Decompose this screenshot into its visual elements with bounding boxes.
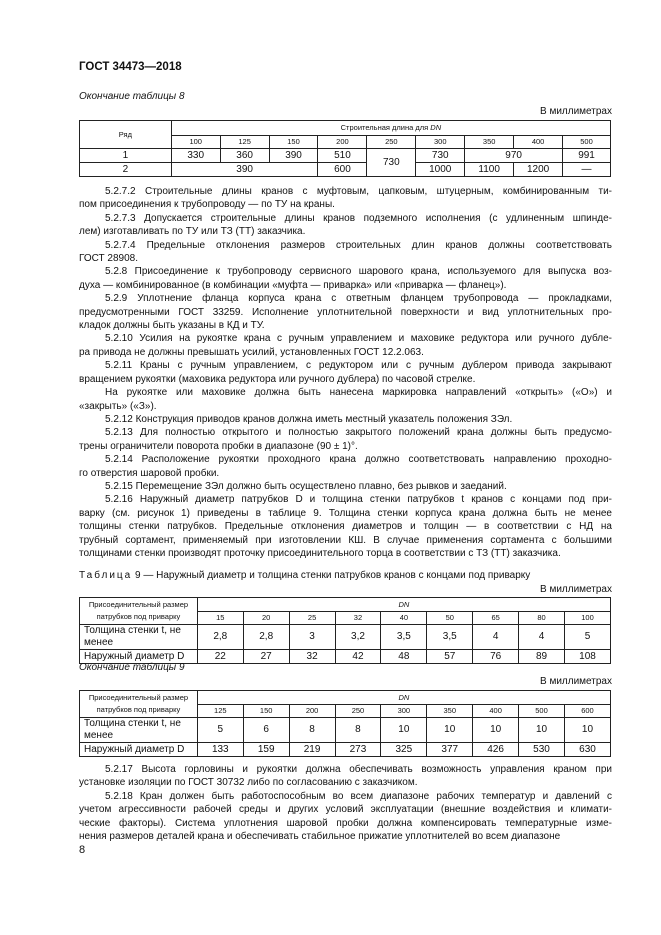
paragraph — [79, 212, 612, 239]
table-8-dn-cell: 250 — [367, 136, 416, 149]
table-cell: 10 — [564, 718, 610, 743]
paragraph — [79, 265, 612, 292]
table-cell: 360 — [220, 149, 269, 163]
table-9-dn-cell: 20 — [243, 612, 289, 625]
table-cell: 600 — [318, 163, 367, 177]
table-cell: 273 — [335, 743, 381, 757]
table-9-end-caption: Окончание таблицы 9 — [79, 662, 185, 673]
table-9-dn-cell: 15 — [197, 612, 243, 625]
table-9-units: В миллиметрах — [540, 584, 612, 595]
table-row — [80, 743, 611, 757]
text-line: 5.2.8 Присоединение к трубопроводу сервисного шарового крана, используемого для выпуска воз- — [105, 266, 612, 278]
table-cell: 3 — [289, 625, 335, 650]
table-cell: 8 — [289, 718, 335, 743]
table-cell: 426 — [473, 743, 519, 757]
table-8-dn-cell: 350 — [465, 136, 514, 149]
text-line: предусмотренными ГОСТ 33259. Исполнение уплотнительной поверхности и вид уплотнительных про- — [79, 306, 612, 318]
table-8-dn-cell: 125 — [220, 136, 269, 149]
document-header: ГОСТ 34473—2018 — [79, 61, 182, 73]
table-9-dn-cell: 80 — [519, 612, 565, 625]
table-8-dn-cell: 500 — [563, 136, 611, 149]
table-row — [80, 163, 611, 177]
table-cell: 8 — [335, 718, 381, 743]
table-9-dn-cell: 50 — [427, 612, 473, 625]
table-9-dn-cell: 25 — [289, 612, 335, 625]
page-number: 8 — [79, 844, 86, 856]
table-8-dn-cell: 200 — [318, 136, 367, 149]
text-line: 5.2.11 Краны с ручным управлением, с редуктором или с ручным дублером привода закрывают — [105, 360, 612, 372]
table-9-end-units: В миллиметрах — [540, 676, 612, 687]
table-9-end-dn-cell: 200 — [289, 705, 335, 718]
table-9-row-header: Присоединительный размер патрубков под приварку — [80, 598, 198, 625]
text-line: 5.2.7.3 Допускается строительные длины кранов подземного исполнения (с удлиненным шпинде- — [105, 212, 612, 224]
table-cell: 2,8 — [243, 625, 289, 650]
table-cell: 10 — [473, 718, 519, 743]
text-line: 5.2.7.4 Предельные отклонения размеров строительных длин кранов должны соответствовать — [105, 239, 612, 251]
table-cell: 89 — [519, 650, 565, 664]
table-9-end-dn-cell: 500 — [519, 705, 565, 718]
text-line: 5.2.12 Конструкция приводов кранов должна иметь местный указатель положения ЗЭл. — [105, 413, 513, 425]
table-cell: 325 — [381, 743, 427, 757]
paragraph — [79, 185, 612, 212]
table-8-dn-cell: 100 — [171, 136, 220, 149]
table-cell: 510 — [318, 149, 367, 163]
table-8-caption: Окончание таблицы 8 — [79, 91, 185, 102]
text-line: ра привода не должны превышать усилий, установленных ГОСТ 12.2.063. — [79, 346, 424, 358]
text-line: трубный сортамент, применяемый при изготовлении КШ. В случае применения сортамента с большими — [79, 534, 612, 546]
table-cell: 32 — [289, 650, 335, 664]
text-line: установке изоляции по ГОСТ 30732 либо по согласованию с заказчиком. — [79, 777, 418, 789]
paragraph — [79, 790, 612, 844]
body-text-section-1 — [79, 185, 612, 560]
table-cell: 10 — [427, 718, 473, 743]
table-8-units: В миллиметрах — [540, 106, 612, 117]
table-cell: 5 — [197, 718, 243, 743]
text-line: ческие факторы). Система уплотнения шаровой пробки должна компенсировать температурные изме- — [79, 817, 612, 829]
table-cell: 108 — [564, 650, 610, 664]
table-row — [80, 149, 611, 163]
table-cell: 730 — [416, 149, 465, 163]
text-line: учетом агрессивности рабочей среды и других условий эксплуатации (внешние воздействия и климати- — [79, 804, 612, 816]
table-8-dn-cell: 400 — [514, 136, 563, 149]
table-9-t-label: Толщина стенки t, не менее — [80, 625, 198, 650]
table-9-dn-cell: 32 — [335, 612, 381, 625]
table-cell: 10 — [381, 718, 427, 743]
table-cell: 4 — [473, 625, 519, 650]
table-cell: 1100 — [465, 163, 514, 177]
paragraph — [79, 493, 612, 560]
table-cell: 3,5 — [381, 625, 427, 650]
table-8-dn-cell: 150 — [269, 136, 318, 149]
text-line: кладок должны быть указаны в КД и ТУ. — [79, 320, 265, 332]
table-cell: 159 — [243, 743, 289, 757]
table-cell: 76 — [473, 650, 519, 664]
text-line: толщины стенки патрубков. Предельные отклонения диаметров и толщин — в соответствии с НД на — [79, 521, 612, 533]
paragraph — [79, 332, 612, 359]
table-cell: 390 — [171, 163, 318, 177]
table-9-dn-cell: 40 — [381, 612, 427, 625]
table-cell: 4 — [519, 625, 565, 650]
table-cell: 3,2 — [335, 625, 381, 650]
table-9-group-header: DN — [197, 598, 610, 612]
text-line: 5.2.17 Высота горловины и рукоятки должна обеспечивать возможность управления краном при — [105, 764, 612, 775]
table-cell: 48 — [381, 650, 427, 664]
text-line: лем) изготавливать по ТУ или ТЗ (ТТ) заказчика. — [79, 226, 306, 238]
table-9-end-d-label: Наружный диаметр D — [80, 743, 198, 757]
table-cell: 377 — [427, 743, 473, 757]
table-cell: 22 — [197, 650, 243, 664]
table-cell: 1200 — [514, 163, 563, 177]
table-cell: 530 — [519, 743, 565, 757]
table-cell: 2,8 — [197, 625, 243, 650]
paragraph — [79, 480, 612, 493]
text-line: вращением рукоятки (маховика редуктора или ручного дублера) по часовой стрелке. — [79, 373, 476, 385]
text-line: трены ограничители поворота пробки в диапазоне (90 ± 1)°. — [79, 440, 358, 452]
paragraph — [79, 359, 612, 386]
table-9-end-group-header: DN — [197, 691, 610, 705]
table-9-end-dn-cell: 400 — [473, 705, 519, 718]
table-cell: 330 — [171, 149, 220, 163]
table-cell: 991 — [563, 149, 611, 163]
text-line: толщинами стенки производят проточку присоединительного торца в соответствии с ТЗ (ТТ) заказчика. — [79, 547, 561, 559]
table-cell: 1000 — [416, 163, 465, 177]
text-line: го отверстия шаровой пробки. — [79, 467, 220, 479]
table-9-dn-cell: 65 — [473, 612, 519, 625]
table-8-row-header: Ряд — [80, 121, 172, 149]
table-cell: 5 — [564, 625, 610, 650]
table-8-dn-cell: 300 — [416, 136, 465, 149]
table-row — [80, 718, 611, 743]
table-cell: 133 — [197, 743, 243, 757]
text-line: 5.2.9 Уплотнение фланца корпуса крана с ответным фланцем трубопровода — прокладками, — [105, 293, 612, 305]
paragraph — [79, 239, 612, 266]
text-line: 5.2.13 Для полностью открытого и полностью закрытого положений крана должны быть предусмо- — [105, 427, 612, 439]
table-cell: 3,5 — [427, 625, 473, 650]
table-8 — [79, 120, 611, 177]
text-line: «закрыть» («З»). — [79, 400, 157, 412]
table-cell: 630 — [564, 743, 610, 757]
text-line: 5.2.10 Усилия на рукоятке крана с ручным управлением и маховике редуктора или ручного дубле- — [105, 333, 612, 345]
body-text-section-2 — [79, 763, 612, 843]
table-cell: 27 — [243, 650, 289, 664]
table-9-dn-cell: 100 — [564, 612, 610, 625]
text-line: 5.2.18 Кран должен быть работоспособным во всем диапазоне рабочих температур и давлений с — [105, 790, 612, 802]
table-9-end-row-header: Присоединительный размер патрубков под приварку — [80, 691, 198, 718]
paragraph — [79, 292, 612, 332]
table-cell: 10 — [519, 718, 565, 743]
text-line: 5.2.16 Наружный диаметр патрубков D и толщина стенки патрубков t кранов с концами под при- — [105, 494, 612, 506]
table-9-end-dn-cell: 150 — [243, 705, 289, 718]
table-8-row-label: 2 — [80, 163, 172, 177]
table-cell: 390 — [269, 149, 318, 163]
paragraph — [79, 426, 612, 453]
table-9 — [79, 597, 611, 664]
text-line: ГОСТ 28908. — [79, 253, 138, 265]
table-9-d-label: Наружный диаметр D — [80, 650, 198, 664]
table-cell: 6 — [243, 718, 289, 743]
text-line: 5.2.14 Расположение рукоятки проходного крана должно соответствовать направлению проходно- — [105, 454, 612, 466]
paragraph — [79, 453, 612, 480]
text-line: нения размеров деталей крана и обеспечивать стабильное прижатие уплотнителей во всем диапазоне — [79, 831, 561, 843]
table-8-row-label: 1 — [80, 149, 172, 163]
table-9-end-dn-cell: 250 — [335, 705, 381, 718]
text-line: духа — комбинированное (в комбинации «муфта — приварка» или «приварка — фланец»). — [79, 279, 507, 291]
table-cell: — — [563, 163, 611, 177]
table-9-end-dn-cell: 125 — [197, 705, 243, 718]
text-line: варку (см. рисунок 1) приведены в таблице 9. Толщина стенки корпуса крана должна быть не менее — [79, 507, 612, 519]
table-cell: 42 — [335, 650, 381, 664]
paragraph — [79, 763, 612, 790]
table-cell: 730 — [367, 149, 416, 177]
table-9-end-dn-cell: 350 — [427, 705, 473, 718]
table-9-end-dn-cell: 600 — [564, 705, 610, 718]
paragraph — [79, 386, 612, 413]
table-cell: 57 — [427, 650, 473, 664]
table-cell: 970 — [465, 149, 563, 163]
paragraph — [79, 413, 612, 426]
table-9-end-t-label: Толщина стенки t, не менее — [80, 718, 198, 743]
text-line: На рукоятке или маховике должна быть нанесена маркировка направлений «открыть» («О») и — [105, 387, 612, 399]
text-line: 5.2.7.2 Строительные длины кранов с муфтовым, цапковым, штуцерным, комбинированным ти- — [105, 186, 612, 197]
table-cell: 219 — [289, 743, 335, 757]
text-line: 5.2.15 Перемещение ЗЭл должно быть осуществлено плавно, без рывков и заеданий. — [105, 480, 507, 492]
table-8-group-header: Строительная длина для DN — [171, 121, 610, 136]
table-9-end — [79, 690, 611, 757]
table-9-end-dn-cell: 300 — [381, 705, 427, 718]
table-9-caption: Таблица 9 — Наружный диаметр и толщина стенки патрубков кранов с концами под приварку — [79, 570, 531, 581]
table-row — [80, 625, 611, 650]
text-line: пом присоединения к трубопроводу — по ТУ на краны. — [79, 199, 335, 211]
